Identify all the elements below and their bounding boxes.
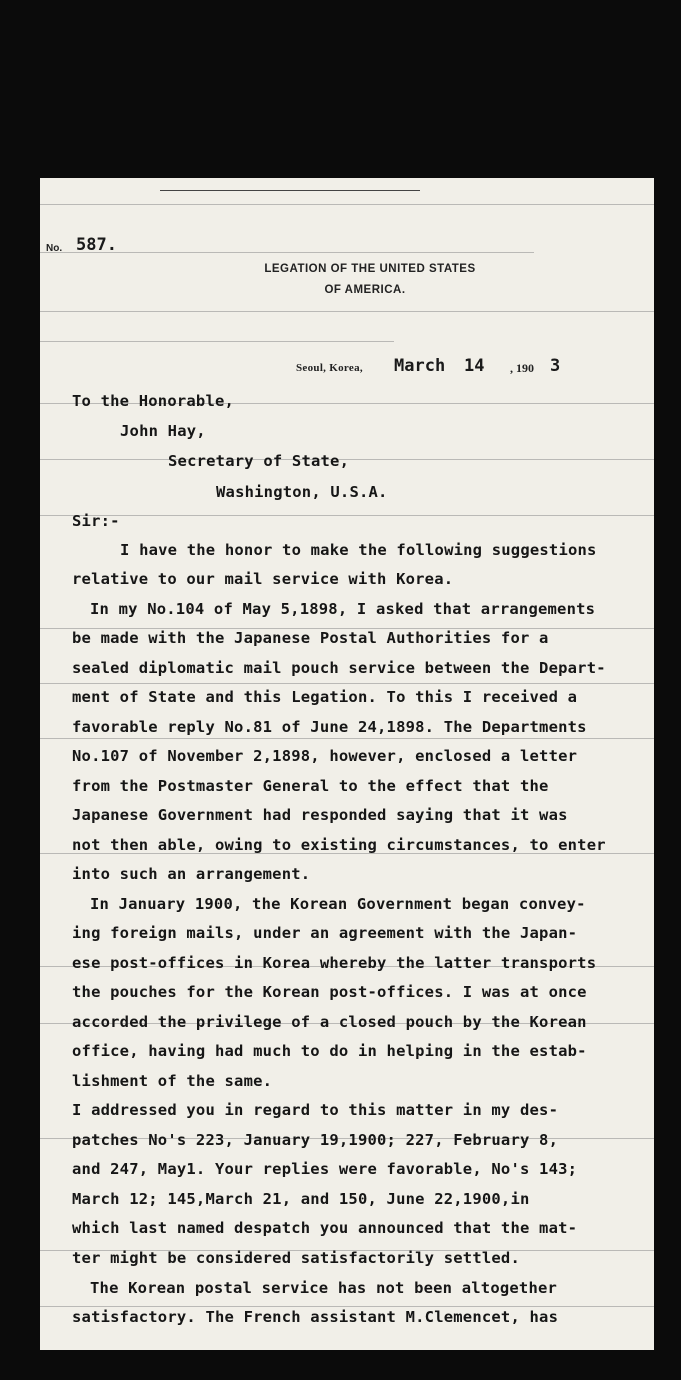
date-day: 14	[464, 356, 485, 376]
body-line: relative to our mail service with Korea.	[72, 570, 454, 588]
ruled-line	[40, 311, 654, 312]
body-line: the pouches for the Korean post-offices. I was at once	[72, 983, 587, 1001]
despatch-number-label: No.	[46, 243, 63, 254]
body-line: In my No.104 of May 5,1898, I asked that arrangements	[90, 600, 596, 618]
ruled-line	[40, 204, 654, 205]
address-line-3: Secretary of State,	[168, 452, 350, 470]
letter-page	[40, 178, 654, 1350]
body-line: I have the honor to make the following suggestions	[120, 541, 597, 559]
body-line: ment of State and this Legation. To this I received a	[72, 688, 578, 706]
body-line: into such an arrangement.	[72, 865, 311, 883]
despatch-number: 587.	[76, 235, 117, 255]
header-divider	[160, 190, 420, 191]
body-line: ing foreign mails, under an agreement with the Japan-	[72, 924, 578, 942]
salutation: Sir:-	[72, 512, 120, 530]
body-line: March 12; 145,March 21, and 150, June 22,1900,in	[72, 1190, 530, 1208]
body-line: which last named despatch you announced that the mat-	[72, 1219, 578, 1237]
body-line: sealed diplomatic mail pouch service between the Depart-	[72, 659, 606, 677]
ruled-line	[40, 1306, 654, 1307]
body-line: ter might be considered satisfactorily settled.	[72, 1249, 520, 1267]
body-line: accorded the privilege of a closed pouch by the Korean	[72, 1013, 587, 1031]
ruled-line	[40, 738, 654, 739]
body-line: In January 1900, the Korean Government began convey-	[90, 895, 586, 913]
letterhead-line-2: OF AMERICA.	[324, 284, 406, 296]
body-line: The Korean postal service has not been altogether	[90, 1279, 558, 1297]
body-line: ese post-offices in Korea whereby the latter transports	[72, 954, 597, 972]
letterhead-line-1: LEGATION OF THE UNITED STATES	[264, 263, 476, 275]
ruled-line	[40, 515, 654, 516]
body-line: satisfactory. The French assistant M.Clemencet, has	[72, 1308, 559, 1326]
body-line: be made with the Japanese Postal Authorities for a	[72, 629, 549, 647]
body-line: not then able, owing to existing circumstances, to enter	[72, 836, 606, 854]
place-label: Seoul, Korea,	[296, 362, 363, 374]
date-year-digit: 3	[550, 356, 561, 376]
body-line: patches No's 223, January 19,1900; 227, February 8,	[72, 1131, 559, 1149]
body-line: lishment of the same.	[72, 1072, 273, 1090]
body-line: No.107 of November 2,1898, however, enclosed a letter	[72, 747, 578, 765]
ruled-line	[40, 683, 654, 684]
ruled-line	[40, 341, 394, 342]
body-line: from the Postmaster General to the effect that the	[72, 777, 549, 795]
body-line: office, having had much to do in helping in the estab-	[72, 1042, 587, 1060]
date-year-prefix: , 190	[510, 361, 534, 375]
address-line-4: Washington, U.S.A.	[216, 483, 388, 501]
body-line: Japanese Government had responded saying that it was	[72, 806, 568, 824]
address-line-1: To the Honorable,	[72, 392, 235, 410]
address-line-2: John Hay,	[120, 422, 206, 440]
body-line: I addressed you in regard to this matter in my des-	[72, 1101, 559, 1119]
body-line: favorable reply No.81 of June 24,1898. The Departments	[72, 718, 587, 736]
date-month: March	[394, 356, 446, 376]
body-line: and 247, May1. Your replies were favorable, No's 143;	[72, 1160, 578, 1178]
